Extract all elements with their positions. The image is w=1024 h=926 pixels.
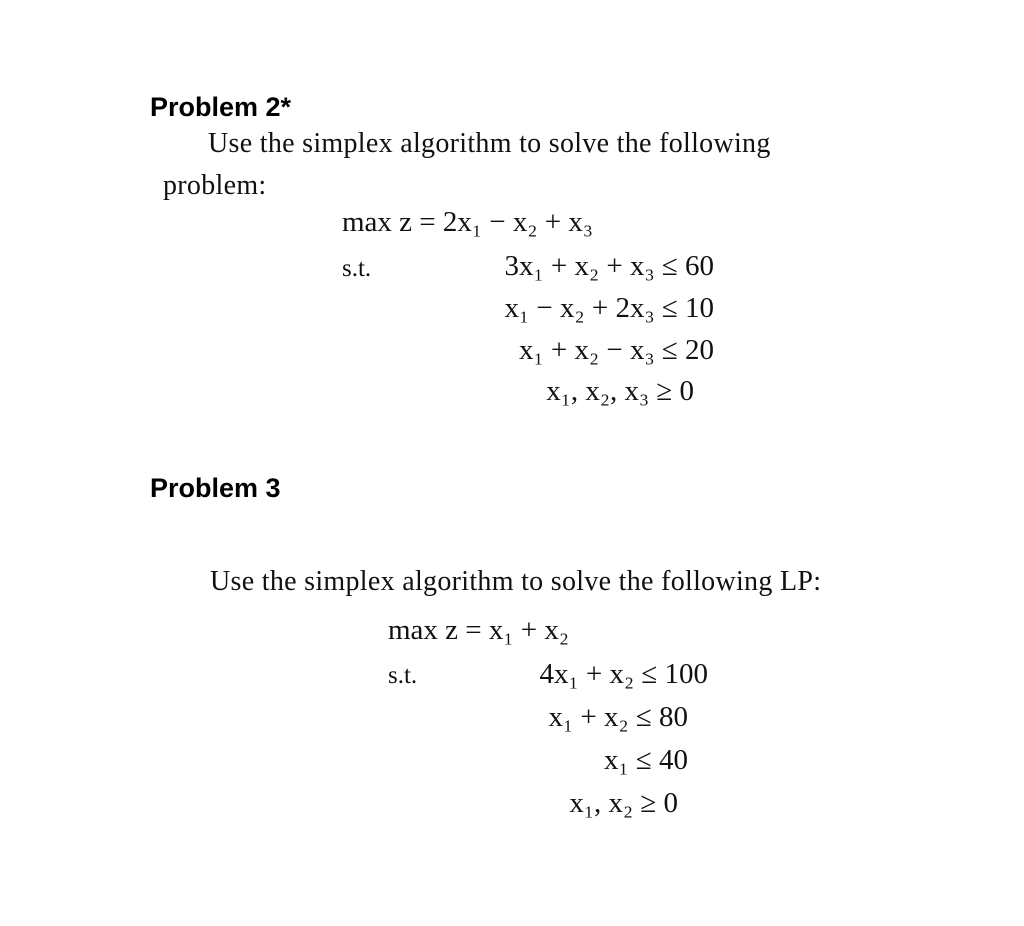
- problem-3-heading: Problem 3: [150, 473, 281, 503]
- problem-2-st-label: s.t.: [342, 255, 372, 282]
- problem-3-constraint-2: x₁ + x₂ ≤ 80: [548, 701, 688, 733]
- problem-3-intro: Use the simplex algorithm to solve the following LP:: [210, 566, 822, 597]
- problem-2-constraint-3: x₁ + x₂ − x₃ ≤ 20: [519, 334, 714, 366]
- problem-3-constraint-3: x₁ ≤ 40: [603, 744, 688, 776]
- problem-3-nonnegativity: x₁, x₂ ≥ 0: [569, 787, 678, 819]
- problem-2-constraint-2: x₁ − x₂ + 2x₃ ≤ 10: [504, 292, 714, 324]
- problem-2-objective: max z = 2x₁ − x₂ + x₃: [342, 206, 593, 238]
- problem-2-heading: Problem 2*: [150, 92, 292, 122]
- problem-2-constraint-1: 3x₁ + x₂ + x₃ ≤ 60: [504, 250, 714, 282]
- problem-3-st-label: s.t.: [388, 662, 418, 689]
- problem-2-nonnegativity: x₁, x₂, x₃ ≥ 0: [546, 375, 694, 407]
- problem-3-objective: max z = x₁ + x₂: [388, 614, 569, 646]
- problem-2-intro-line-1: Use the simplex algorithm to solve the following: [208, 128, 771, 159]
- problem-2-intro-line-2: problem:: [163, 170, 267, 201]
- problem-3-constraint-1: 4x₁ + x₂ ≤ 100: [539, 658, 708, 690]
